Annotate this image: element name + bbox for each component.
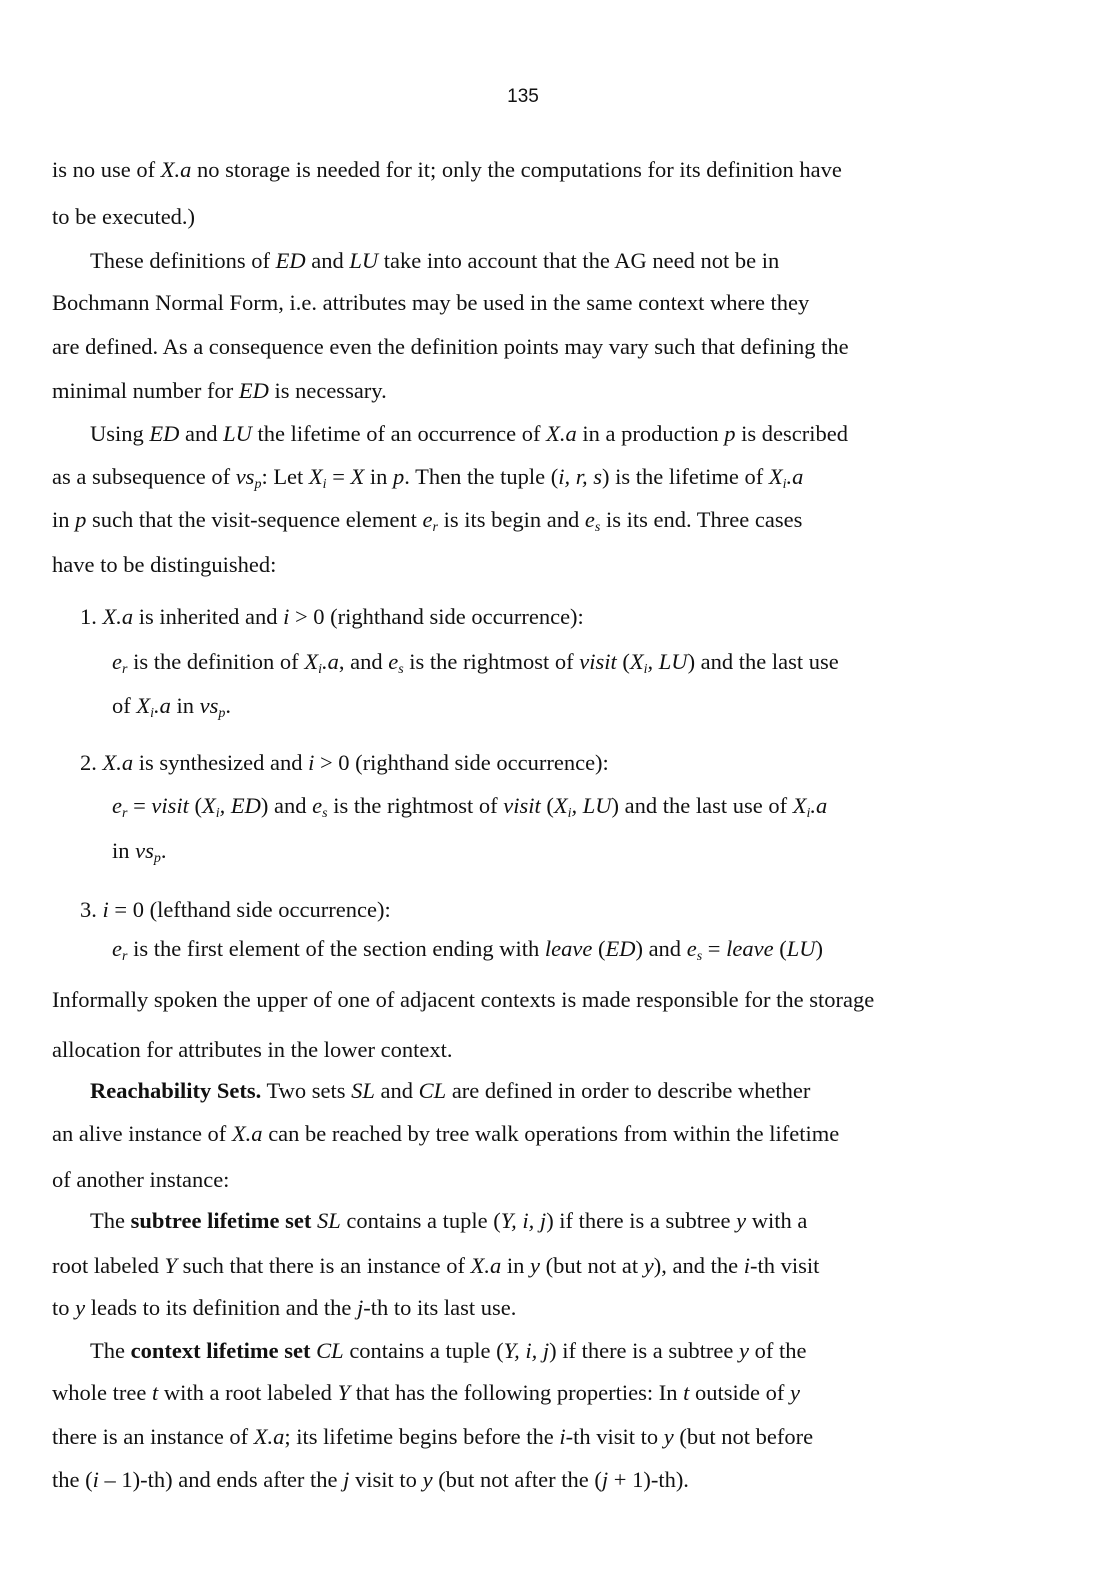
paragraph-line: whole tree t with a root labeled Y that has the following properties: In t outside of y — [52, 1380, 801, 1405]
list-item-line: of $X_i.a$ in $vs_p$. — [112, 693, 232, 721]
paragraph-line: in p such that the visit-sequence element $e_r$ is its begin and $e_s$ is its end. Three cases — [52, 507, 803, 535]
list-item: 1. X.a is inherited and i > 0 (righthand side occurrence): — [80, 604, 584, 629]
paragraph-line: allocation for attributes in the lower context. — [52, 1037, 453, 1062]
paragraph-line: The context lifetime set CL contains a tuple (Y, i, j) if there is a subtree y of the — [90, 1338, 807, 1363]
paragraph-line: Using ED and LU the lifetime of an occurrence of X.a in a production p is described — [90, 421, 848, 446]
paragraph-line: an alive instance of X.a can be reached by tree walk operations from within the lifetime — [52, 1121, 840, 1146]
list-item: 2. X.a is synthesized and i > 0 (righthand side occurrence): — [80, 750, 609, 775]
paragraph-line: there is an instance of X.a; its lifetime begins before the i-th visit to y (but not before — [52, 1424, 814, 1449]
paragraph-line: as a subsequence of $vs_p$: Let $X_i = X$ in p. Then the tuple (i, r, s) is the lifetime of $X_i.a$ — [52, 464, 804, 492]
page-number: 135 — [507, 86, 539, 107]
paragraph-line: of another instance: — [52, 1167, 230, 1192]
list-item-line: $e_r$ is the first element of the section ending with leave (ED) and $e_s$ = leave (LU) — [112, 936, 823, 964]
section-heading: Reachability Sets. — [90, 1078, 262, 1103]
list-item-line: $e_r$ = visit ($X_i$, ED) and $e_s$ is the rightmost of visit ($X_i$, LU) and the last use of $X_i.a$ — [112, 793, 828, 821]
list-item-line: in $vs_p$. — [112, 838, 167, 866]
paragraph-line: are defined. As a consequence even the definition points may vary such that defining the — [52, 334, 849, 359]
paragraph-line: These definitions of ED and LU take into account that the AG need not be in — [90, 248, 780, 273]
list-item: 3. i = 0 (lefthand side occurrence): — [80, 897, 391, 922]
paragraph-line: to y leads to its definition and the j-th to its last use. — [52, 1295, 517, 1320]
paragraph-line: Reachability Sets. Two sets SL and CL are defined in order to describe whether — [90, 1078, 811, 1103]
paragraph-line: Bochmann Normal Form, i.e. attributes may be used in the same context where they — [52, 290, 810, 315]
paragraph-line: root labeled Y such that there is an instance of X.a in y (but not at y), and the i-th visit — [52, 1253, 820, 1278]
list-item-line: $e_r$ is the definition of $X_i.a$, and $e_s$ is the rightmost of visit ($X_i$, LU) and the last use — [112, 649, 839, 677]
paragraph-line: the (i – 1)-th) and ends after the j visit to y (but not after the (j + 1)-th). — [52, 1467, 689, 1492]
paragraph-line: have to be distinguished: — [52, 552, 277, 577]
paragraph-line: minimal number for ED is necessary. — [52, 378, 387, 403]
paragraph-line: to be executed.) — [52, 204, 196, 229]
paragraph-line: The subtree lifetime set SL contains a tuple (Y, i, j) if there is a subtree y with a — [90, 1208, 808, 1233]
paragraph-line: Informally spoken the upper of one of adjacent contexts is made responsible for the storage — [52, 987, 875, 1012]
paragraph-line: is no use of X.a no storage is needed for it; only the computations for its definition have — [52, 157, 842, 182]
